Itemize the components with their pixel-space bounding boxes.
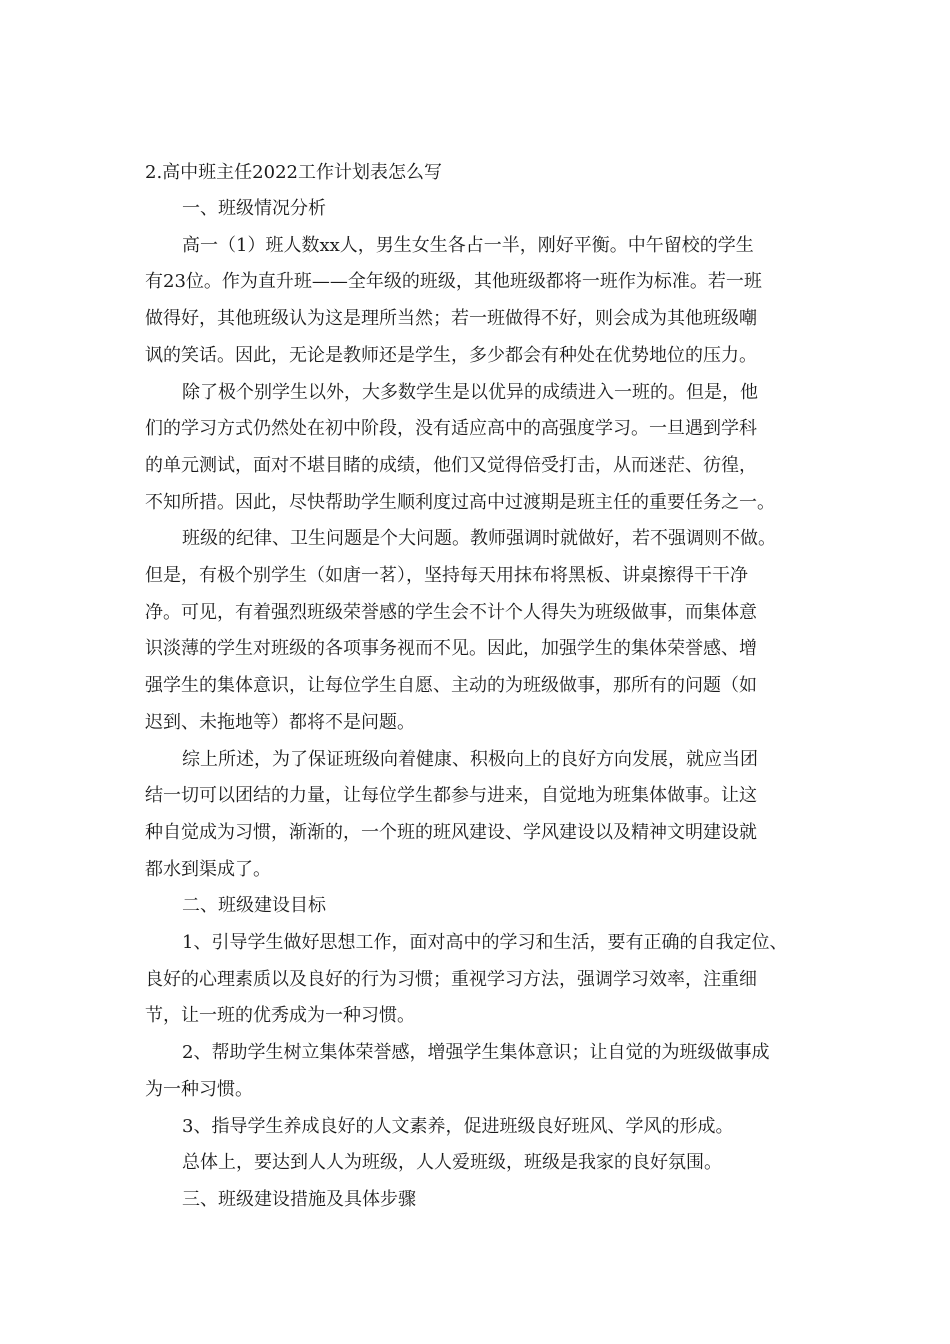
text-line: 识淡薄的学生对班级的各项事务视而不见。因此，加强学生的集体荣誉感、增 bbox=[145, 638, 757, 660]
text-line: 但是，有极个别学生（如唐一茗），坚持每天用抹布将黑板、讲桌擦得干干净 bbox=[145, 565, 748, 587]
text-line: 班级的纪律、卫生问题是个大问题。教师强调时就做好，若不强调则不做。 bbox=[182, 528, 776, 550]
text-line: 1、引导学生做好思想工作，面对高中的学习和生活，要有正确的自我定位、 bbox=[182, 932, 788, 954]
text-line: 强学生的集体意识，让每位学生自愿、主动的为班级做事，那所有的问题（如 bbox=[145, 675, 757, 697]
text-line: 的单元测试，面对不堪目睹的成绩，他们又觉得倍受打击，从而迷茫、彷徨， bbox=[145, 454, 757, 476]
text-line: 迟到、未拖地等）都将不是问题。 bbox=[145, 711, 415, 733]
text-line: 都水到渠成了。 bbox=[145, 858, 271, 880]
text-line: 总体上，要达到人人为班级，人人爱班级，班级是我家的良好氛围。 bbox=[182, 1152, 722, 1174]
text-line: 们的学习方式仍然处在初中阶段，没有适应高中的高强度学习。一旦遇到学科 bbox=[145, 418, 757, 440]
document-page bbox=[145, 155, 805, 1219]
text-line: 良好的心理素质以及良好的行为习惯；重视学习方法，强调学习效率，注重细 bbox=[145, 968, 757, 990]
document-body bbox=[145, 191, 805, 1219]
text-line: 综上所述，为了保证班级向着健康、积极向上的良好方向发展，就应当团 bbox=[182, 748, 758, 770]
text-line: 3、指导学生养成良好的人文素养，促进班级良好班风、学风的形成。 bbox=[182, 1115, 734, 1137]
text-line: 除了极个别学生以外，大多数学生是以优异的成绩进入一班的。但是，他 bbox=[182, 381, 758, 403]
text-line: 种自觉成为习惯，渐渐的，一个班的班风建设、学风建设以及精神文明建设就 bbox=[145, 821, 757, 843]
text-line: 二、班级建设目标 bbox=[182, 895, 326, 917]
text-line: 节，让一班的优秀成为一种习惯。 bbox=[145, 1005, 415, 1027]
text-line: 结一切可以团结的力量，让每位学生都参与进来，自觉地为班集体做事。让这 bbox=[145, 785, 757, 807]
text-line: 一、班级情况分析 bbox=[182, 198, 326, 219]
text-line: 为一种习惯。 bbox=[145, 1078, 253, 1100]
text-line: 高一（1）班人数xx人，男生女生各占一半，刚好平衡。中午留校的学生 bbox=[182, 234, 754, 256]
text-line: 有23位。作为直升班——全年级的班级，其他班级都将一班作为标准。若一班 bbox=[145, 271, 762, 293]
text-line: 不知所措。因此，尽快帮助学生顺利度过高中过渡期是班主任的重要任务之一。 bbox=[145, 491, 775, 513]
text-line: 讽的笑话。因此，无论是教师还是学生，多少都会有种处在优势地位的压力。 bbox=[145, 344, 757, 366]
text-line: 净。可见，有着强烈班级荣誉感的学生会不计个人得失为班级做事，而集体意 bbox=[145, 601, 757, 623]
text-line: 三、班级建设措施及具体步骤 bbox=[182, 1188, 416, 1210]
document-title: 2.高中班主任2022工作计划表怎么写 bbox=[145, 162, 442, 183]
text-line: 2、帮助学生树立集体荣誉感，增强学生集体意识；让自觉的为班级做事成 bbox=[182, 1042, 770, 1064]
text-line: 做得好，其他班级认为这是理所当然；若一班做得不好，则会成为其他班级嘲 bbox=[145, 308, 757, 330]
